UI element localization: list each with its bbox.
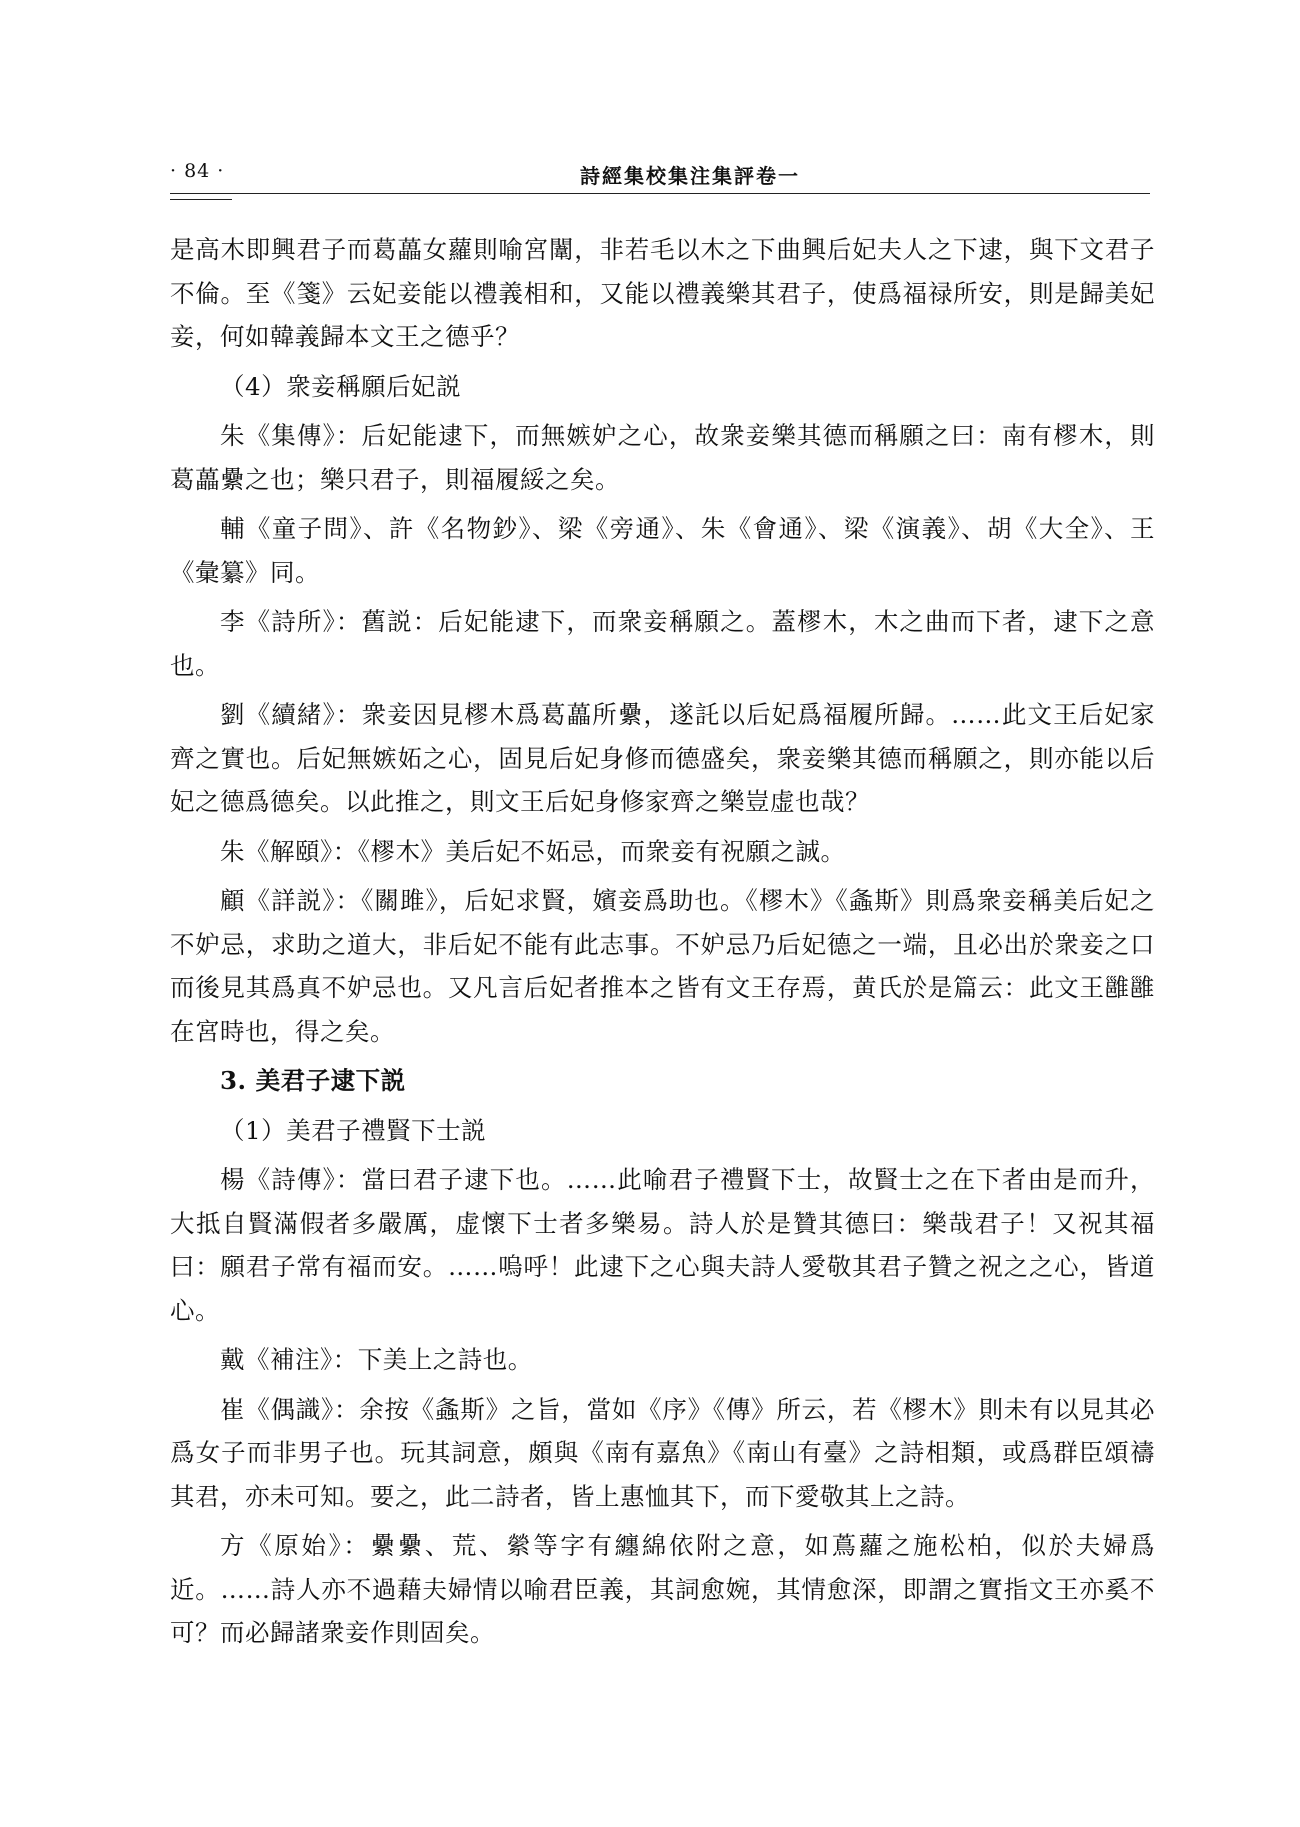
page-body (170, 228, 1155, 1661)
paragraph: 李《詩所》：舊説：后妃能逮下，而衆妾稱願之。蓋樛木，木之曲而下者，逮下之意也。 (170, 607, 1155, 680)
paragraph: 崔《偶識》：余按《螽斯》之旨，當如《序》《傳》所云，若《樛木》則未有以見其必爲女子而非男子也。玩其詞意，頗與《南有嘉魚》《南山有臺》之詩相類，或爲群臣頌禱其君，亦未可知。要之，此二詩者，皆上惠恤其下，而下愛敬其上之詩。 (170, 1394, 1155, 1511)
paragraph: 楊《詩傳》：當曰君子逮下也。……此喻君子禮賢下士，故賢士之在下者由是而升，大抵自賢滿假者多嚴厲，虚懷下士者多樂易。詩人於是贊其德曰：樂哉君子！又祝其福曰：願君子常有福而安。……嗚呼！此逮下之心與夫詩人愛敬其君子贊之祝之之心，皆道心。 (170, 1165, 1155, 1325)
page-header (170, 160, 1150, 190)
section-heading: （4）衆妾稱願后妃説 (220, 371, 462, 401)
section-heading: 3. 美君子逮下説 (220, 1066, 406, 1095)
paragraph: 朱《解頤》：《樛木》美后妃不妬忌，而衆妾有祝願之誠。 (220, 836, 846, 866)
header-rule (170, 193, 1150, 194)
page-number: · 84 · (170, 160, 225, 182)
subsection-heading: （1）美君子禮賢下士説 (220, 1115, 487, 1145)
paragraph: 方《原始》：纍纍、荒、縈等字有纏綿依附之意，如蔦蘿之施松柏，似於夫婦爲近。……詩人亦不過藉夫婦情以喻君臣義，其詞愈婉，其情愈深，即謂之實指文王亦奚不可？而必歸諸衆妾作則固矣。 (170, 1531, 1155, 1647)
paragraph: 輔《童子問》、許《名物鈔》、梁《旁通》、朱《會通》、梁《演義》、胡《大全》、王《彙纂》同。 (170, 514, 1155, 587)
paragraph: 劉《續緒》：衆妾因見樛木爲葛藟所纍，遂託以后妃爲福履所歸。……此文王后妃家齊之實也。后妃無嫉妬之心，固見后妃身修而德盛矣，衆妾樂其德而稱願之，則亦能以后妃之德爲德矣。以此推之，則文王后妃身修家齊之樂豈虚也哉？ (170, 700, 1155, 816)
paragraph: 戴《補注》：下美上之詩也。 (220, 1345, 533, 1374)
paragraph-continued: 是高木即興君子而葛藟女蘿則喻宮闈，非若毛以木之下曲興后妃夫人之下逮，與下文君子不倫。至《箋》云妃妾能以禮義相和，又能以禮義樂其君子，使爲福禄所安，則是歸美妃妾，何如韓義歸本文王之德乎？ (170, 235, 1155, 351)
paragraph: 朱《集傳》：后妃能逮下，而無嫉妒之心，故衆妾樂其德而稱願之曰：南有樛木，則葛藟纍之也；樂只君子，則福履綏之矣。 (170, 421, 1155, 494)
running-title: 詩經集校集注集評卷一 (580, 164, 800, 188)
header-underline-mark (170, 199, 232, 200)
paragraph: 顧《詳説》：《關雎》，后妃求賢，嬪妾爲助也。《樛木》《螽斯》則爲衆妾稱美后妃之不妒忌，求助之道大，非后妃不能有此志事。不妒忌乃后妃德之一端，且必出於衆妾之口而後見其爲真不妒忌也。又凡言后妃者推本之皆有文王存焉，黄氏於是篇云：此文王雝雝在宮時也，得之矣。 (170, 886, 1155, 1046)
